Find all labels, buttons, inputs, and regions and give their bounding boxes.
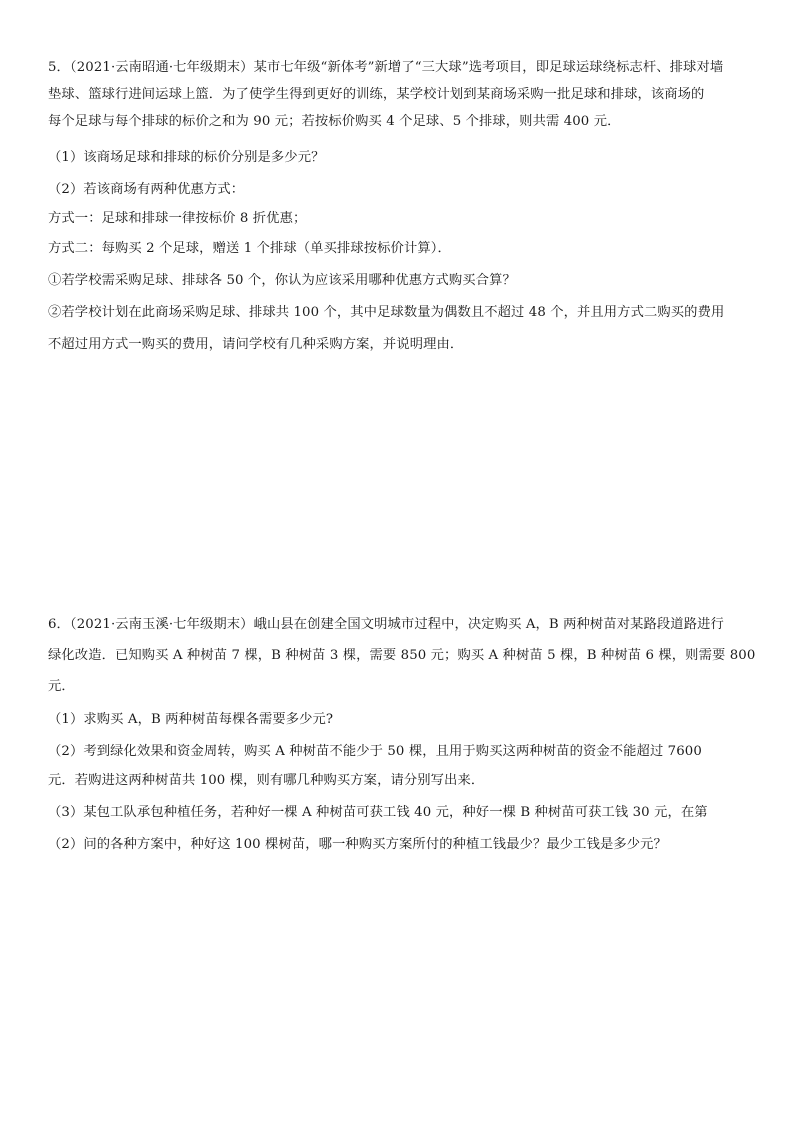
- question-6-part-2: （2）考到绿化效果和资金周转，购买 A 种树苗不能少于 50 棵，且用于购买这两种树苗的资金不能超过 7600: [48, 744, 702, 759]
- question-5-part-1: （1）该商场足球和排球的标价分别是多少元？: [48, 150, 325, 165]
- question-6-part-3: （3）某包工队承包种植任务，若种好一棵 A 种树苗可获工钱 40 元，种好一棵 B 种树苗可获工钱 30 元，在第: [48, 805, 708, 820]
- question-5-method-2: 方式二：每购买 2 个足球，赠送 1 个排球（单买排球按标价计算）．: [48, 241, 451, 256]
- question-6-part-2-cont: 元．若购进这两种树苗共 100 棵，则有哪几种购买方案，请分别写出来．: [48, 773, 485, 788]
- question-6-part-1: （1）求购买 A，B 两种树苗每棵各需要多少元?: [48, 712, 334, 727]
- question-5-method-1: 方式一：足球和排球一律按标价 8 折优惠；: [48, 211, 307, 226]
- question-5-line-1: 5．（2021·云南昭通·七年级期末）某市七年级“新体考”新增了“三大球”选考项目，即足球运球绕标志杆、排球对墙: [48, 60, 724, 75]
- question-6-line-2: 绿化改造．已知购买 A 种树苗 7 棵，B 种树苗 3 棵，需要 850 元；购买 A 种树苗 5 棵，B 种树苗 6 棵，则需要 800: [48, 648, 756, 663]
- question-5-part-2: （2）若该商场有两种优惠方式：: [48, 182, 245, 197]
- question-6-line-1: 6．（2021·云南玉溪·七年级期末）峨山县在创建全国文明城市过程中，决定购买 A，B 两种树苗对某路段道路进行: [48, 617, 724, 632]
- question-5-line-3: 每个足球与每个排球的标价之和为 90 元；若按标价购买 4 个足球、5 个排球，则共需 400 元．: [48, 114, 621, 129]
- question-5-subpart-1: ①若学校需采购足球、排球各 50 个，你认为应该采用哪种优惠方式购买合算？: [48, 273, 516, 288]
- question-5-subpart-2: ②若学校计划在此商场采购足球、排球共 100 个，其中足球数量为偶数且不超过 48 个，并且用方式二购买的费用: [48, 305, 725, 320]
- question-6-part-3-cont: （2）问的各种方案中，种好这 100 棵树苗，哪一种购买方案所付的种植工钱最少？最少工钱是多少元？: [48, 837, 667, 852]
- question-6-line-3: 元．: [48, 679, 75, 694]
- question-5-subpart-2-cont: 不超过用方式一购买的费用，请问学校有几种采购方案，并说明理由．: [48, 337, 464, 352]
- question-5-line-2: 垫球、篮球行进间运球上篮．为了使学生得到更好的训练，某学校计划到某商场采购一批足球和排球，该商场的: [48, 87, 705, 102]
